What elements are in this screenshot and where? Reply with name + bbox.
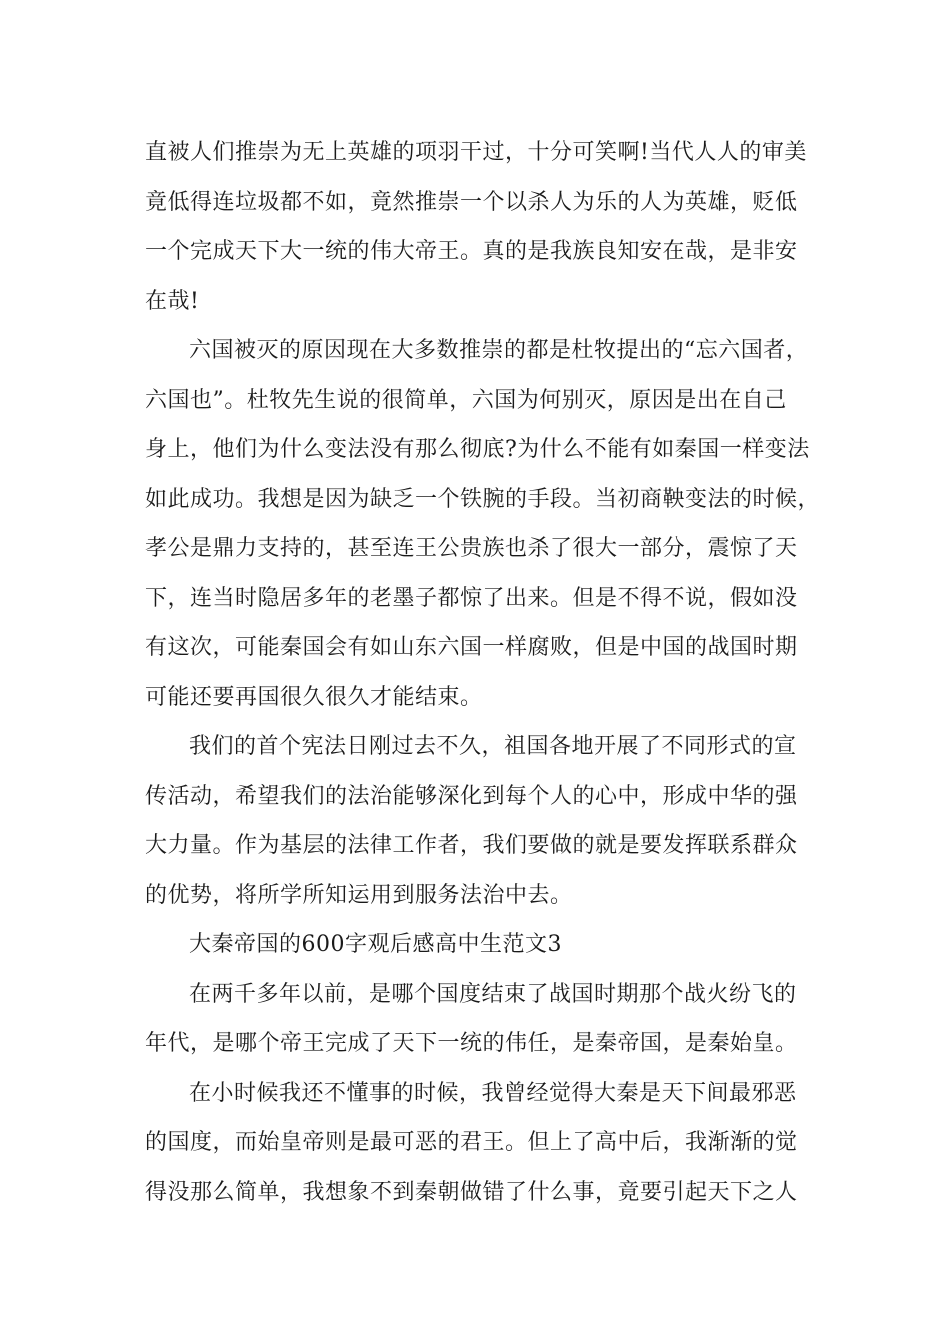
text-line: 六国被灭的原因现在大多数推崇的都是杜牧提出的“忘六国者， <box>189 338 809 363</box>
text-line: 六国也”。杜牧先生说的很简单，六国为何别灭，原因是出在自己 <box>145 387 787 413</box>
text-line: 传活动，希望我们的法治能够深化到每个人的心中，形成中华的强 <box>145 783 798 809</box>
section-heading <box>145 920 810 970</box>
text-line: 直被人们推崇为无上英雄的项羽干过，十分可笑啊!当代人人的审美 <box>145 140 807 165</box>
text-line: 在两千多年以前，是哪个国度结束了战国时期那个战火纷飞的 <box>189 981 797 1007</box>
paragraph-1 <box>145 128 810 326</box>
text-line: 在小时候我还不懂事的时候，我曾经觉得大秦是天下间最邪恶 <box>189 1080 797 1106</box>
text-line: 年代，是哪个帝王完成了天下一统的伟任，是秦帝国，是秦始皇。 <box>145 1031 798 1056</box>
text-line: 可能还要再国很久很久才能结束。 <box>145 684 483 710</box>
text-line: 的国度，而始皇帝则是最可恶的君王。但上了高中后，我渐渐的觉 <box>145 1130 798 1155</box>
text-line: 一个完成天下大一统的伟大帝王。真的是我族良知安在哉，是非安 <box>145 239 798 264</box>
text-line: 得没那么简单，我想象不到秦朝做错了什么事，竟要引起天下之人 <box>145 1179 798 1205</box>
text-line: 在哉! <box>145 288 200 314</box>
text-line: 身上，他们为什么变法没有那么彻底?为什么不能有如秦国一样变法 <box>145 437 810 462</box>
heading-line: 大秦帝国的600字观后感高中生范文3 <box>189 932 562 957</box>
paragraph-4 <box>145 970 810 1069</box>
text-line: 大力量。作为基层的法律工作者，我们要做的就是要发挥联系群众 <box>145 833 798 858</box>
text-line: 孝公是鼎力支持的，甚至连王公贵族也杀了很大一部分，震惊了天 <box>145 536 798 561</box>
document-body <box>145 128 821 1217</box>
text-line: 竟低得连垃圾都不如，竟然推崇一个以杀人为乐的人为英雄，贬低 <box>145 189 798 215</box>
text-line: 有这次，可能秦国会有如山东六国一样腐败，但是中国的战国时期 <box>145 635 798 660</box>
text-line: 我们的首个宪法日刚过去不久，祖国各地开展了不同形式的宣 <box>189 734 797 759</box>
paragraph-3 <box>145 722 810 920</box>
paragraph-5 <box>145 1069 810 1218</box>
text-line: 的优势，将所学所知运用到服务法治中去。 <box>145 882 573 908</box>
paragraph-2 <box>145 326 821 722</box>
text-line: 如此成功。我想是因为缺乏一个铁腕的手段。当初商鞅变法的时候， <box>145 486 821 512</box>
text-line: 下，连当时隐居多年的老墨子都惊了出来。但是不得不说，假如没 <box>145 585 798 611</box>
